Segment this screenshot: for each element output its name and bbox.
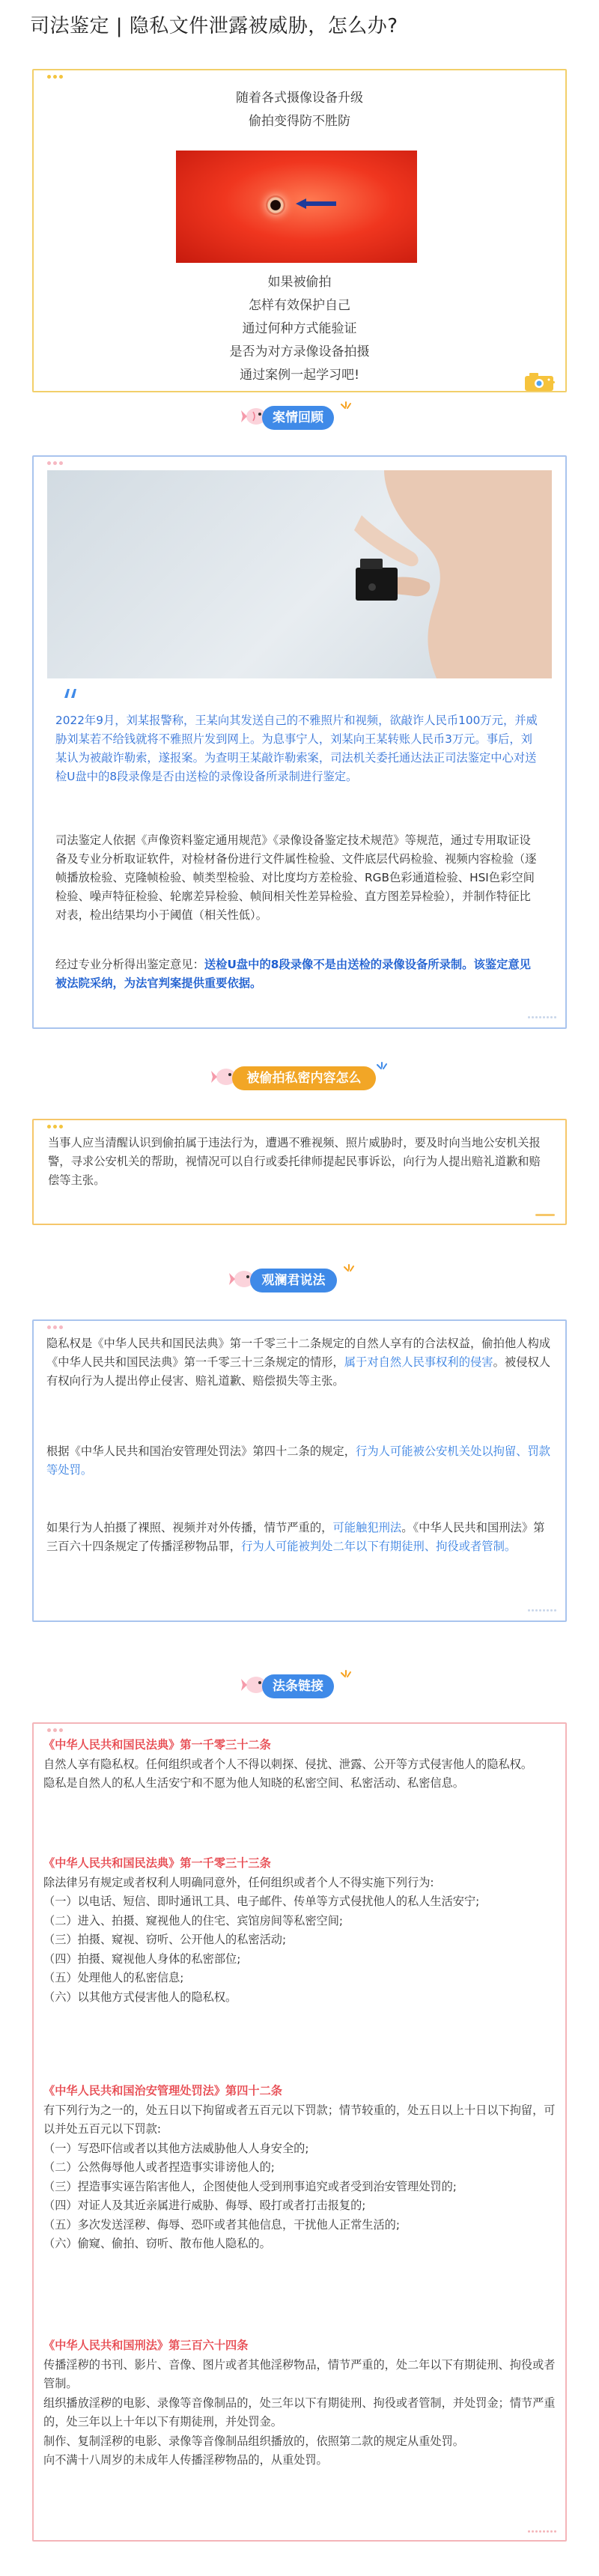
commentary-highlight: 行为人可能被判处二年以下有期徒刑、拘役或者管制。 xyxy=(241,1540,517,1553)
camera-icon xyxy=(523,371,558,392)
law-line: （一）写恐吓信或者以其他方法威胁他人人身安全的; xyxy=(43,2141,309,2155)
commentary-paragraph-3 xyxy=(46,1519,553,1556)
law-line: （六）偷窥、偷拍、窃听、散布他人隐私的。 xyxy=(43,2237,271,2250)
intro-line: 怎样有效保护自己 xyxy=(249,298,350,313)
commentary-paragraph-1 xyxy=(46,1334,553,1391)
box-dots-decoration xyxy=(47,1125,63,1128)
case-paragraph-1: 2022年9月，刘某报警称，王某向其发送自己的不雅照片和视频，欲敲诈人民币100万元，并威胁刘某若不给钱就将不雅照片发到网上。为息事宁人，刘某向王某转账人民币3万元。事后，刘某认为被敲诈勒索，遂报案。为查明王某敲诈勒索案，司法机关委托通达法正司法鉴定中心对送检U盘中的8段录像是否由送检的录像设备所录制进行鉴定。 xyxy=(55,714,538,783)
law-1 xyxy=(43,1736,560,1793)
law-3 xyxy=(43,2082,560,2254)
intro-line: 随着各式摄像设备升级 xyxy=(236,91,363,106)
section-header-law-links xyxy=(241,1670,361,1701)
case-paragraph-2: 司法鉴定人依据《声像资料鉴定通用规范》《录像设备鉴定技术规范》等规范，通过专用取证设备及专业分析取证软件，对检材备份进行文件属性检验、文件底层代码检验、视频内容检验（逐帧播放检验、克隆帧检验、帧类型检验、对比度均方差检验、RGB色彩通道检验、HSI色彩空间检验、噪声特征检验、轮廓差异检验、帧间相关性差异检验、直方图差异检验），并制作特征比对表，检出结果均小于阈值（相关性低）。 xyxy=(55,833,537,922)
hidden-camera-photo xyxy=(176,151,417,263)
law-title: 《中华人民共和国治安管理处罚法》第四十二条 xyxy=(43,2084,282,2097)
law-line: （六）以其他方式侵害他人的隐私权。 xyxy=(43,1990,237,2004)
corner-line-decoration xyxy=(535,1214,555,1216)
intro-line: 如果被偷拍 xyxy=(267,275,332,290)
law-title: 《中华人民共和国民法典》第一千零三十三条 xyxy=(43,1856,271,1870)
law-line: 制作、复制淫秽的电影、录像等音像制品组织播放的，依照第二款的规定从重处罚。 xyxy=(43,2434,464,2448)
case-conclusion-lead: 经过专业分析得出鉴定意见： xyxy=(55,958,204,971)
law-line: （四）对证人及其近亲属进行威胁、侮辱、殴打或者打击报复的; xyxy=(43,2199,366,2212)
box-dots-decoration xyxy=(47,1728,63,1732)
intro-text-top xyxy=(32,87,567,133)
law-title: 《中华人民共和国刑法》第三百六十四条 xyxy=(43,2339,249,2352)
law-line: 自然人享有隐私权。任何组织或者个人不得以刺探、侵扰、泄露、公开等方式侵害他人的隐私权。 xyxy=(43,1757,533,1771)
arrow-icon xyxy=(296,198,336,209)
usb-camera-photo xyxy=(47,470,552,678)
intro-line: 是否为对方录像设备拍摄 xyxy=(229,344,370,359)
hand-holding-device-image xyxy=(272,470,552,678)
commentary-highlight: 可能触犯刑法 xyxy=(332,1521,402,1534)
sparkle-icon xyxy=(341,1264,356,1279)
sparkle-icon xyxy=(374,1062,389,1077)
law-line: （四）拍摄、窥视他人身体的私密部位; xyxy=(43,1951,241,1966)
pill-commentary: 观澜君说法 xyxy=(250,1269,337,1292)
commentary-highlight: 属于对自然人民事权利的侵害 xyxy=(344,1355,493,1369)
law-line: （二）进入、拍摄、窥视他人的住宅、宾馆房间等私密空间; xyxy=(43,1913,343,1928)
commentary-text: 如果行为人拍摄了裸照、视频并对外传播，情节严重的， xyxy=(46,1521,333,1534)
corner-dashes-decoration xyxy=(528,1609,556,1611)
box-dots-decoration xyxy=(47,1325,63,1329)
commentary-text: 根据《中华人民共和国治安管理处罚法》第四十二条的规定， xyxy=(46,1445,356,1458)
pill-what-to-do: 被偷拍私密内容怎么办 xyxy=(232,1066,376,1090)
commentary-highlight: 行为人可能被公安机关处以拘留、罚款等处罚。 xyxy=(46,1445,551,1477)
section-header-commentary xyxy=(229,1264,371,1295)
section-header-case-review xyxy=(241,401,361,433)
commentary-paragraph-2 xyxy=(46,1442,553,1480)
what-to-do-paragraph: 当事人应当清醒认识到偷拍属于违法行为，遭遇不雅视频、照片威胁时，要及时向当地公安机关报警，寻求公安机关的帮助，视情况可以自行或委托律师提起民事诉讼，向行为人提出赔礼道歉和赔偿等主张。 xyxy=(48,1136,541,1187)
intro-line: 偷拍变得防不胜防 xyxy=(249,114,350,129)
law-line: 除法律另有规定或者权利人明确同意外，任何组织或者个人不得实施下列行为: xyxy=(43,1875,434,1889)
commentary-text: 。《中华人民共和国刑法》第三百六十四条规定了传播淫秽物品罪， xyxy=(46,1521,545,1553)
box-dots-decoration xyxy=(47,461,63,465)
pill-case-review: 案情回顾 xyxy=(262,406,334,430)
case-conclusion-highlight: 送检U盘中的8段录像不是由送检的录像设备所录制。该鉴定意见被法院采纳，为法官判案提供重要依据。 xyxy=(55,958,531,990)
intro-line: 通过案例一起学习吧! xyxy=(240,368,359,383)
section-header-what-to-do xyxy=(211,1062,391,1110)
law-line: （五）多次发送淫秽、侮辱、恐吓或者其他信息，干扰他人正常生活的; xyxy=(43,2217,400,2232)
law-line: （二）公然侮辱他人或者捏造事实诽谤他人的; xyxy=(43,2160,275,2174)
camera-lens xyxy=(266,195,285,215)
commentary-text: 。被侵权人有权向行为人提出停止侵害、赔礼道歉、赔偿损失等主张。 xyxy=(46,1355,551,1388)
case-paragraph-3 xyxy=(55,956,542,993)
law-line: 有下列行为之一的，处五日以下拘留或者五百元以下罚款；情节较重的，处五日以上十日以下拘留，可以并处五百元以下罚款: xyxy=(43,2103,556,2136)
law-line: （五）处理他人的私密信息; xyxy=(43,1971,184,1984)
sparkle-icon xyxy=(338,401,353,416)
commentary-text: 隐私权是《中华人民共和国民法典》第一千零三十二条规定的自然人享有的合法权益，偷拍他人构成《中华人民共和国民法典》第一千零三十三条规定的情形， xyxy=(46,1337,551,1369)
intro-line: 通过何种方式能验证 xyxy=(242,321,357,336)
box-dots-decoration xyxy=(47,75,63,79)
intro-text-bottom xyxy=(32,271,567,387)
law-line: 隐私是自然人的私人生活安宁和不愿为他人知晓的私密空间、私密活动、私密信息。 xyxy=(43,1776,464,1790)
corner-dashes-decoration xyxy=(528,1016,556,1018)
pill-law-links: 法条链接 xyxy=(262,1674,334,1698)
law-4 xyxy=(43,2336,560,2470)
law-line: （三）捏造事实诬告陷害他人，企图使他人受到刑事追究或者受到治安管理处罚的; xyxy=(43,2179,457,2193)
law-line: （一）以电话、短信、即时通讯工具、电子邮件、传单等方式侵扰他人的私人生活安宁; xyxy=(43,1895,480,1908)
quote-icon xyxy=(63,687,79,699)
law-line: 组织播放淫秽的电影、录像等音像制品的，处三年以下有期徒刑、拘役或者管制，并处罚金；情节严重的，处三年以上十年以下有期徒刑，并处罚金。 xyxy=(43,2396,556,2428)
law-title: 《中华人民共和国民法典》第一千零三十二条 xyxy=(43,1738,271,1752)
page-title: 司法鉴定 | 隐私文件泄露被威胁，怎么办? xyxy=(30,15,398,37)
law-line: 传播淫秽的书刊、影片、音像、图片或者其他淫秽物品，情节严重的，处二年以下有期徒刑、拘役或者管制。 xyxy=(43,2357,556,2390)
sparkle-icon xyxy=(338,1670,353,1685)
corner-dashes-decoration xyxy=(528,2530,556,2533)
law-line: 向不满十八周岁的未成年人传播淫秽物品的，从重处罚。 xyxy=(43,2453,328,2467)
law-line: （三）拍摄、窥视、窃听、公开他人的私密活动; xyxy=(43,1933,287,1946)
law-2 xyxy=(43,1854,560,2007)
